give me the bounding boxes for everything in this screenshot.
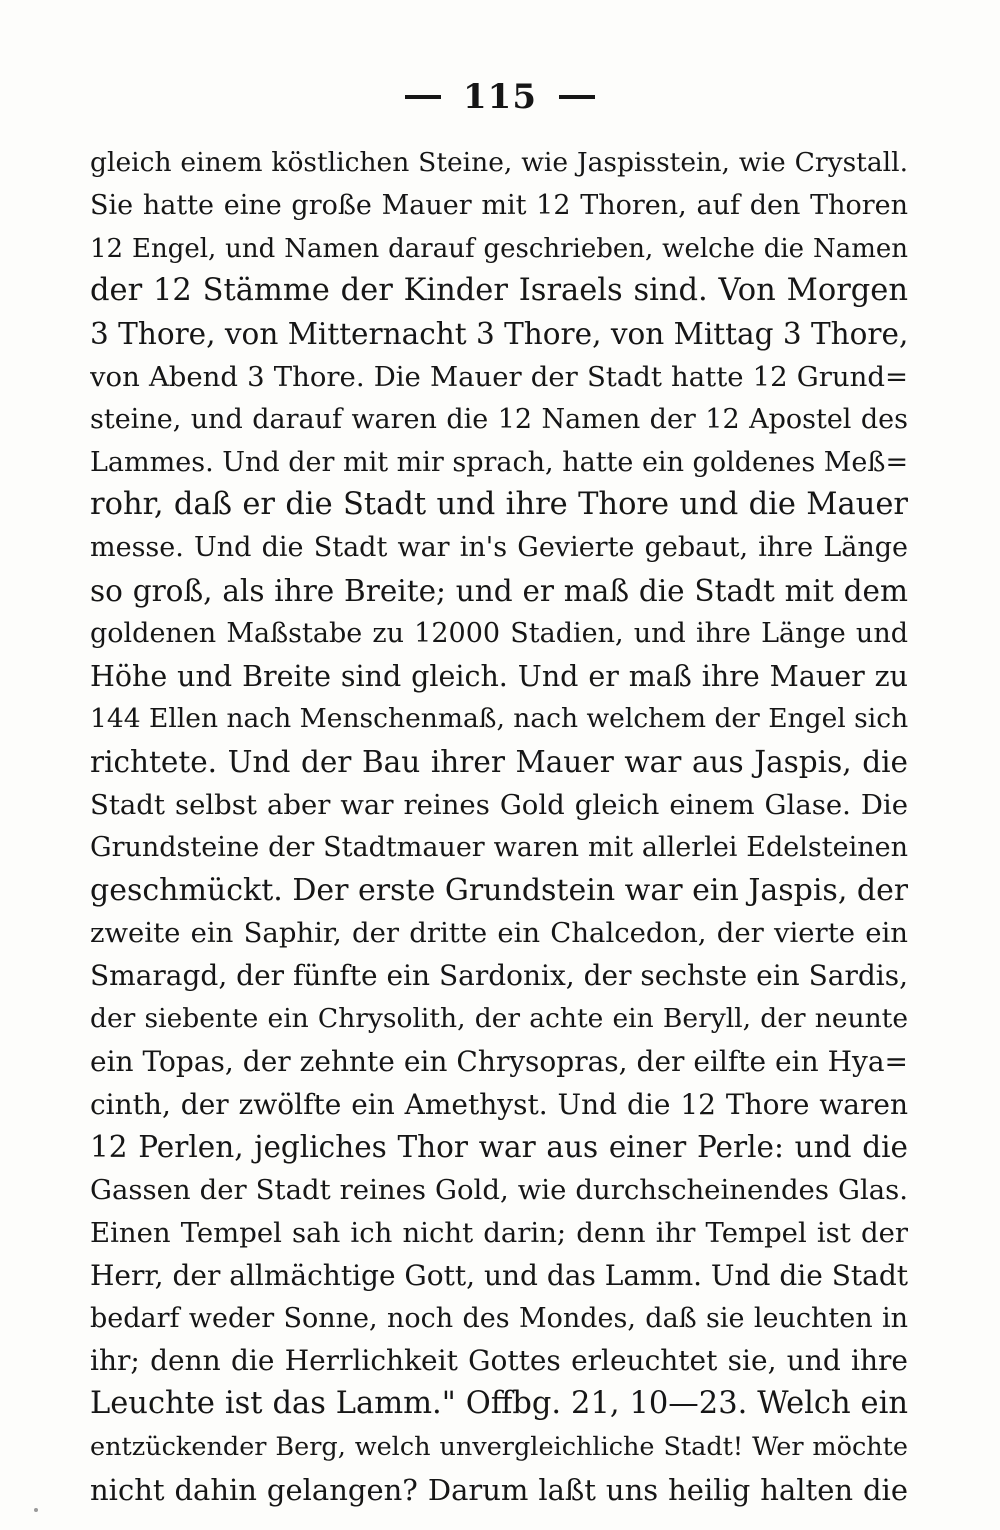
text-line: cinth, der zwölfte ein Amethyst. Und die 12 Thore waren (90, 1087, 908, 1121)
header-dash-left (405, 95, 441, 99)
text-line: messe. Und die Stadt war in's Gevierte gebaut, ihre Länge (90, 532, 908, 564)
text-line: ihr; denn die Herrlichkeit Gottes erleuchtet sie, und ihre (90, 1344, 908, 1378)
text-line: nicht dahin gelangen? Darum laßt uns heilig halten die (90, 1472, 908, 1507)
body-text (90, 142, 908, 1512)
text-line: Einen Tempel sah ich nicht darin; denn ihr Tempel ist der (90, 1216, 908, 1249)
text-line: ein Topas, der zehnte ein Chrysopras, der eilfte ein Hya= (90, 1044, 908, 1078)
text-line: der 12 Stämme der Kinder Israels sind. Von Morgen (90, 273, 908, 309)
text-line: Gassen der Stadt reines Gold, wie durchscheinendes Glas. (90, 1174, 908, 1207)
text-line: zweite ein Saphir, der dritte ein Chalcedon, der vierte ein (90, 917, 908, 950)
text-line: Stadt selbst aber war reines Gold gleich einem Glase. Die (90, 788, 908, 821)
paper-speck (34, 1508, 38, 1512)
text-line: Lammes. Und der mit mir sprach, hatte ein goldenes Meß= (90, 446, 908, 478)
text-line: Smaragd, der fünfte ein Sardonix, der sechste ein Sardis, (90, 959, 908, 993)
text-line: 12 Perlen, jegliches Thor war aus einer Perle: und die (90, 1130, 908, 1165)
text-line: so groß, als ihre Breite; und er maß die Stadt mit dem (90, 573, 908, 608)
text-line: 3 Thore, von Mitternacht 3 Thore, von Mittag 3 Thore, (90, 317, 908, 352)
header-dash-right (559, 95, 595, 99)
page-number: 115 (463, 77, 537, 117)
text-line: richtete. Und der Bau ihrer Mauer war aus Jaspis, die (90, 745, 908, 780)
text-line: von Abend 3 Thore. Die Mauer der Stadt hatte 12 Grund= (90, 360, 908, 393)
text-line: der siebente ein Chrysolith, der achte ein Beryll, der neunte (90, 1002, 908, 1034)
text-line: Sie hatte eine große Mauer mit 12 Thoren, auf den Thoren (90, 189, 908, 221)
text-line: steine, und darauf waren die 12 Namen der 12 Apostel des (90, 403, 908, 435)
text-line: 144 Ellen nach Menschenmaß, nach welchem der Engel sich (90, 703, 908, 735)
text-line: goldenen Maßstabe zu 12000 Stadien, und ihre Länge und (90, 617, 908, 649)
page-header (0, 72, 1000, 122)
text-line: geschmückt. Der erste Grundstein war ein Jaspis, der (90, 872, 908, 908)
text-line: 12 Engel, und Namen darauf geschrieben, welche die Namen (90, 233, 908, 264)
text-line: rohr, daß er die Stadt und ihre Thore und die Mauer (90, 487, 908, 523)
text-line: Herr, der allmächtige Gott, und das Lamm. Und die Stadt (90, 1258, 908, 1292)
text-line: gleich einem köstlichen Steine, wie Jaspisstein, wie Crystall. (90, 147, 908, 178)
text-line: entzückender Berg, welch unvergleichliche Stadt! Wer möchte (90, 1431, 908, 1462)
text-line: Leuchte ist das Lamm." Offbg. 21, 10—23. Welch ein (90, 1386, 908, 1422)
text-line: bedarf weder Sonne, noch des Mondes, daß sie leuchten in (90, 1302, 908, 1334)
text-line: Grundsteine der Stadtmauer waren mit allerlei Edelsteinen (90, 831, 908, 863)
text-line: Höhe und Breite sind gleich. Und er maß ihre Mauer zu (90, 659, 908, 693)
